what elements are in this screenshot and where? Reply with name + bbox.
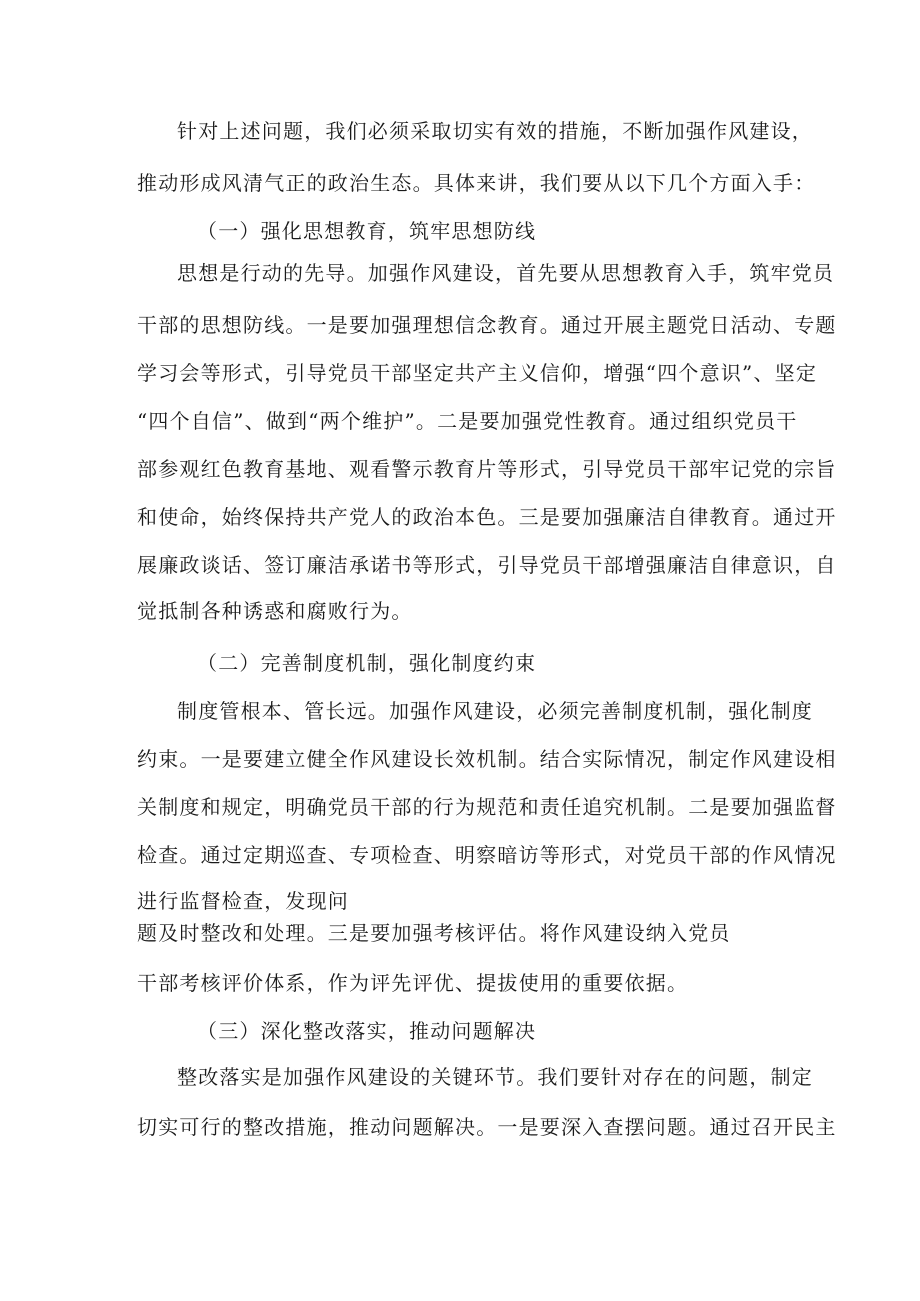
section-heading: （二）完善制度机制，强化制度约束 [197, 651, 537, 675]
paragraph-line: 思想是行动的先导。加强作风建设，首先要从思想教育入手，筑牢党员 [177, 261, 835, 285]
paragraph-line: 展廉政谈话、签订廉洁承诺书等形式，引导党员干部增强廉洁自律意识，自 [137, 553, 837, 577]
paragraph-line: 检查。通过定期巡查、专项检查、明察暗访等形式，对党员干部的作风情况 [137, 843, 837, 867]
paragraph-line: 制度管根本、管长远。加强作风建设，必须完善制度机制，强化制度 [177, 699, 813, 723]
paragraph-line: 干部的思想防线。一是要加强理想信念教育。通过开展主题党日活动、专题 [137, 313, 837, 337]
section-heading: （一）强化思想教育，筑牢思想防线 [197, 219, 537, 243]
section-heading: （三）深化整改落实，推动问题解决 [197, 1019, 537, 1043]
paragraph-line: 觉抵制各种诱惑和腐败行为。 [137, 599, 413, 623]
paragraph-line: 推动形成风清气正的政治生态。具体来讲，我们要从以下几个方面入手： [137, 171, 816, 195]
paragraph-line: 学习会等形式，引导党员干部坚定共产主义信仰，增强“四个意识”、坚定 [137, 361, 818, 385]
paragraph-line: 约束。一是要建立健全作风建设长效机制。结合实际情况，制定作风建设相 [137, 747, 837, 771]
paragraph-line: 切实可行的整改措施，推动问题解决。一是要深入查摆问题。通过召开民主 [137, 1115, 837, 1139]
paragraph-line: 和使命，始终保持共产党人的政治本色。三是要加强廉洁自律教育。通过开 [137, 505, 837, 529]
paragraph-line: 关制度和规定，明确党员干部的行为规范和责任追究机制。二是要加强监督 [137, 795, 837, 819]
paragraph-line: 整改落实是加强作风建设的关键环节。我们要针对存在的问题，制定 [177, 1065, 813, 1089]
paragraph-line: 进行监督检查，发现问 [137, 889, 349, 913]
paragraph-line: 部参观红色教育基地、观看警示教育片等形式，引导党员干部牢记党的宗旨 [137, 457, 837, 481]
paragraph-line: 干部考核评价体系，作为评先评优、提拔使用的重要依据。 [137, 971, 689, 995]
paragraph-line: 题及时整改和处理。三是要加强考核评估。将作风建设纳入党员 [137, 921, 731, 945]
paragraph-line: “四个自信”、做到“两个维护”。二是要加强党性教育。通过组织党员干 [137, 409, 798, 433]
paragraph-line: 针对上述问题，我们必须采取切实有效的措施，不断加强作风建设， [177, 119, 813, 143]
